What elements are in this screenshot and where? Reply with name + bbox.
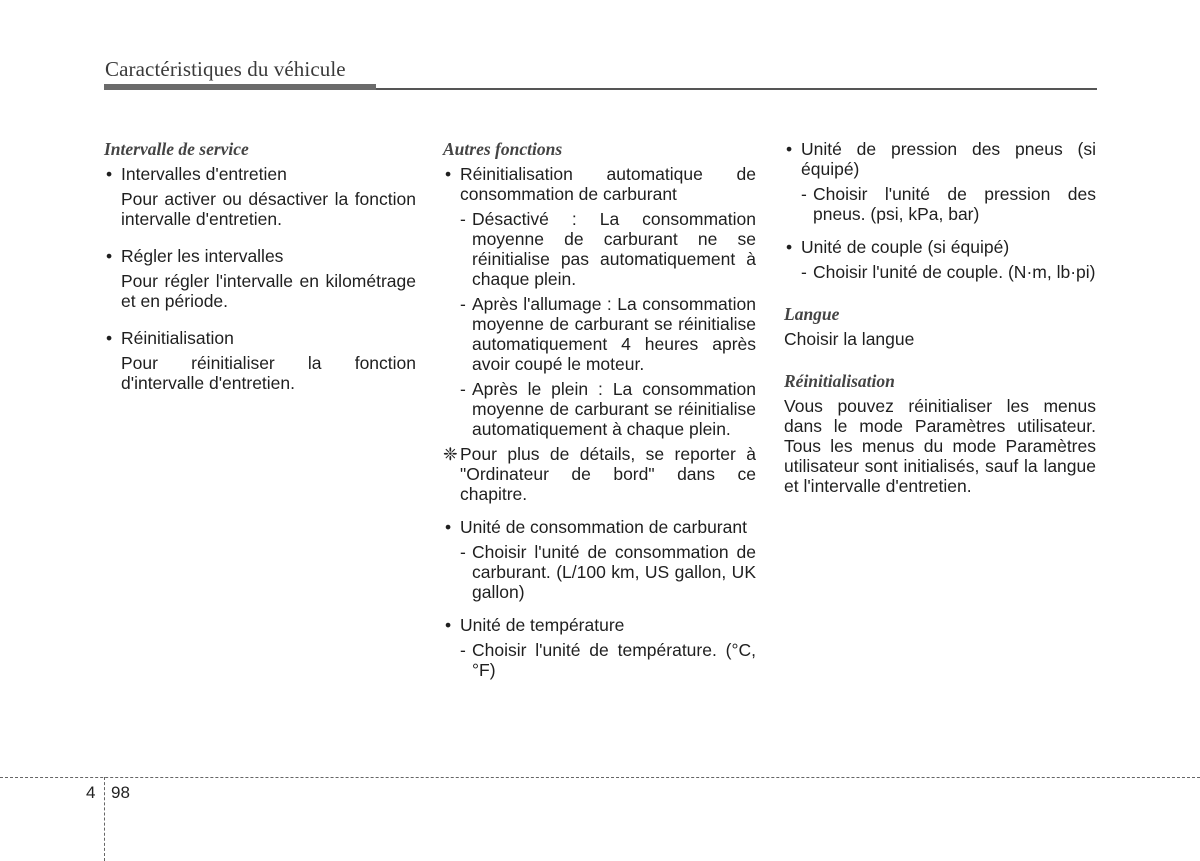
item-label: Unité de couple (si équipé)	[801, 237, 1010, 257]
list-item	[784, 139, 1096, 179]
list-item	[104, 164, 416, 184]
reset-text: Vous pouvez réinitialiser les menus dans le mode Paramètres utilisateur. Tous les menus du mode Paramètres utilisateur sont initialisés, sauf la langue et l'intervalle d'entretien.	[784, 396, 1096, 496]
dash-icon: -	[460, 640, 466, 660]
bullet-icon: •	[445, 164, 452, 184]
list-item	[784, 237, 1096, 257]
item-description: Pour réinitialiser la fonction d'intervalle d'entretien.	[121, 353, 416, 393]
item-label: Réinitialisation automatique de consommation de carburant	[460, 164, 756, 204]
column-right	[784, 139, 1096, 496]
chapter-number: 4	[86, 783, 96, 802]
sub-item	[443, 542, 756, 602]
bullet-icon: •	[445, 517, 452, 537]
list-item	[443, 164, 756, 204]
sub-item-text: Choisir l'unité de température. (°C,°F)	[472, 640, 756, 680]
bullet-icon: •	[106, 164, 113, 184]
list-item	[104, 246, 416, 266]
item-label: Réinitialisation	[121, 328, 234, 348]
sub-item-text: Désactivé : La consommation moyenne de carburant ne se réinitialise pas automatiquement à chaque plein.	[472, 209, 756, 289]
note-asterisk-icon: ❈	[443, 444, 458, 464]
note-text: Pour plus de détails, se reporter à "Ordinateur de bord" dans ce chapitre.	[460, 444, 756, 504]
note	[443, 444, 756, 504]
item-label: Intervalles d'entretien	[121, 164, 287, 184]
section-title-other-functions: Autres fonctions	[443, 139, 563, 159]
sub-item-text: Choisir l'unité de pression des pneus. (psi, kPa, bar)	[813, 184, 1096, 224]
bullet-icon: •	[445, 615, 452, 635]
list-item	[104, 328, 416, 348]
list-item	[443, 615, 756, 635]
sub-item-text: Après le plein : La consommation moyenne de carburant se réinitialise automatiquement à chaque plein.	[472, 379, 756, 439]
sub-item-text: Après l'allumage : La consommation moyenne de carburant se réinitialise automatiquement 4 heures après avoir coupé le moteur.	[472, 294, 756, 374]
sub-item	[443, 379, 756, 439]
item-label: Régler les intervalles	[121, 246, 284, 266]
item-label: Unité de consommation de carburant	[460, 517, 747, 537]
dash-icon: -	[460, 294, 466, 314]
dash-icon: -	[460, 542, 466, 562]
dash-icon: -	[801, 262, 807, 282]
item-description: Pour activer ou désactiver la fonction intervalle d'entretien.	[121, 189, 416, 229]
section-title-language: Langue	[784, 304, 840, 324]
bullet-icon: •	[786, 237, 793, 257]
section-title-reset: Réinitialisation	[784, 371, 895, 391]
item-description: Pour régler l'intervalle en kilométrage et en période.	[121, 271, 416, 311]
sub-item-text: Choisir l'unité de couple. (N·m, lb·pi)	[813, 262, 1096, 282]
column-left	[104, 139, 416, 393]
footer-dotted-rule	[0, 777, 1200, 778]
section-title-service-interval: Intervalle de service	[104, 139, 249, 159]
page-header-title: Caractéristiques du véhicule	[105, 57, 346, 81]
language-text: Choisir la langue	[784, 329, 915, 349]
sub-item-text: Choisir l'unité de consommation de carburant. (L/100 km, US gallon, UK gallon)	[472, 542, 756, 602]
header-accent-bar	[104, 84, 376, 90]
item-label: Unité de température	[460, 615, 625, 635]
dash-icon: -	[460, 209, 466, 229]
footer-dotted-vertical-rule	[104, 777, 105, 861]
sub-item	[443, 294, 756, 374]
bullet-icon: •	[786, 139, 793, 159]
item-label: Unité de pression des pneus (si équipé)	[801, 139, 1096, 179]
dash-icon: -	[801, 184, 807, 204]
sub-item	[443, 640, 756, 680]
bullet-icon: •	[106, 328, 113, 348]
dash-icon: -	[460, 379, 466, 399]
sub-item	[784, 184, 1096, 224]
sub-item	[443, 209, 756, 289]
list-item	[443, 517, 756, 537]
bullet-icon: •	[106, 246, 113, 266]
page-number: 98	[111, 783, 130, 802]
sub-item	[784, 262, 1096, 282]
column-middle	[443, 139, 756, 680]
